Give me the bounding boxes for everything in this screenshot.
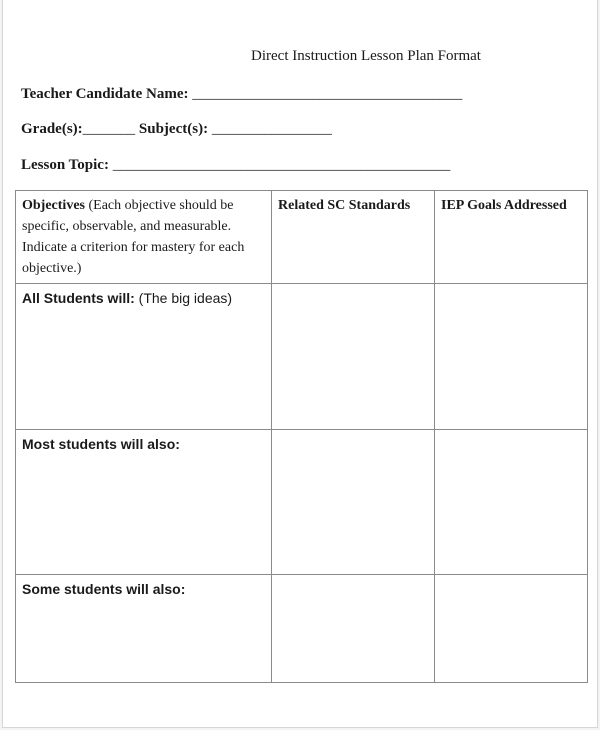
- table-row: [16, 575, 588, 683]
- row-label: All Students will:: [22, 290, 135, 306]
- iep-label: IEP Goals Addressed: [441, 198, 567, 213]
- lesson-plan-table: [15, 190, 588, 683]
- teacher-name-blank[interactable]: ____________________________________: [192, 86, 463, 102]
- lesson-topic-field: [21, 157, 450, 174]
- table-row: [16, 430, 588, 575]
- row-label: Most students will also:: [22, 436, 180, 452]
- iep-header-cell: [435, 191, 588, 284]
- teacher-name-field: [21, 86, 462, 103]
- objectives-label: Objectives: [22, 198, 85, 213]
- row-label-cell[interactable]: [16, 284, 272, 430]
- grade-label: Grade(s):: [21, 121, 83, 137]
- iep-cell[interactable]: [435, 430, 588, 575]
- row-label-cell[interactable]: [16, 430, 272, 575]
- row-note: (The big ideas): [134, 290, 233, 306]
- document-title: Direct Instruction Lesson Plan Format: [251, 48, 481, 64]
- row-label: Some students will also:: [22, 581, 186, 597]
- table-header-row: [16, 191, 588, 284]
- subject-blank[interactable]: ________________: [211, 121, 332, 137]
- iep-cell[interactable]: [435, 284, 588, 430]
- lesson-topic-blank[interactable]: _____________________________________________: [112, 157, 451, 173]
- grade-subject-field: [21, 121, 332, 138]
- grade-blank[interactable]: _______: [82, 121, 136, 137]
- lesson-topic-label: Lesson Topic:: [21, 157, 109, 173]
- row-label-cell[interactable]: [16, 575, 272, 683]
- standards-cell[interactable]: [272, 284, 435, 430]
- standards-cell[interactable]: [272, 575, 435, 683]
- objectives-note: (Each objective should be specific, observable, and measurable. Indicate a criterion for mastery for each objective.): [22, 198, 245, 276]
- teacher-name-label: Teacher Candidate Name:: [21, 86, 189, 102]
- iep-cell[interactable]: [435, 575, 588, 683]
- standards-header-cell: [272, 191, 435, 284]
- document-page: [2, 0, 598, 728]
- table-row: [16, 284, 588, 430]
- standards-cell[interactable]: [272, 430, 435, 575]
- standards-label: Related SC Standards: [278, 198, 411, 213]
- subject-label: Subject(s):: [138, 121, 209, 137]
- objectives-header-cell: [16, 191, 272, 284]
